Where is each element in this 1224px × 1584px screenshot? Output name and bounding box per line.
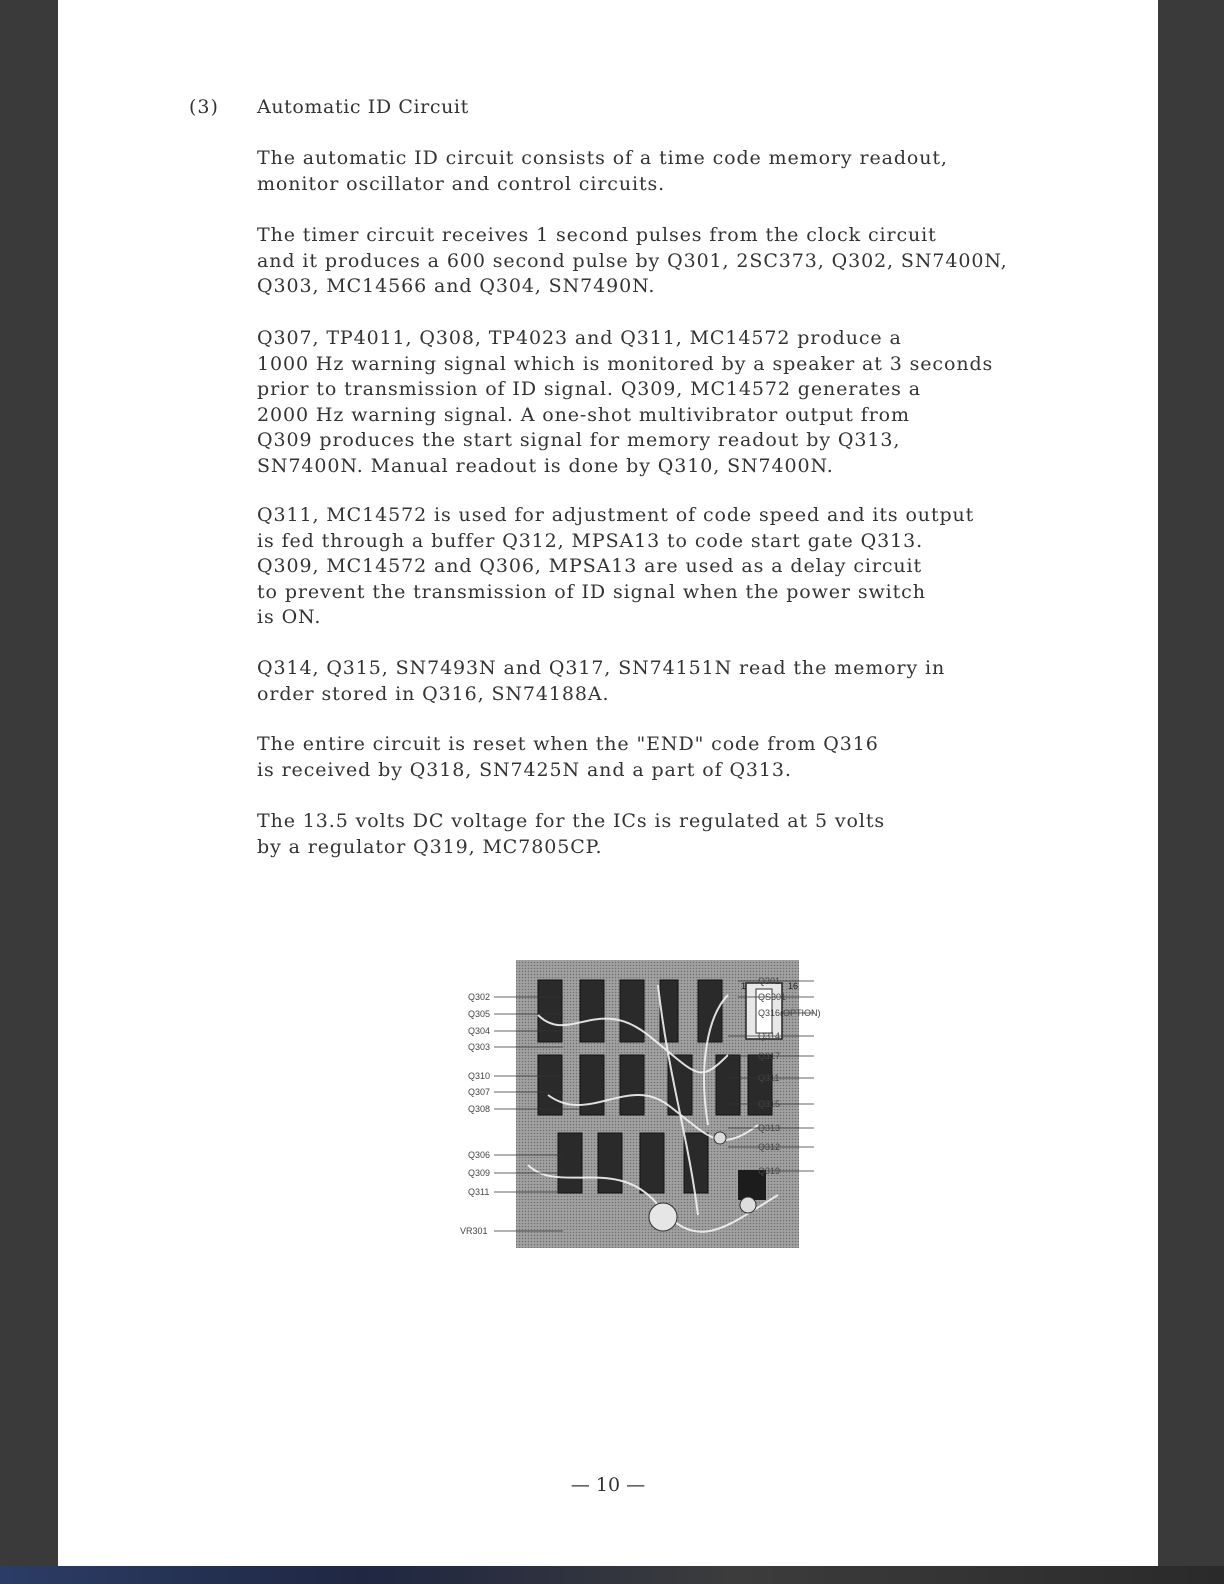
paragraph-line: is fed through a buffer Q312, MPSA13 to code start gate Q313. (257, 529, 924, 552)
paragraph-line: SN7400N. Manual readout is done by Q310, SN7400N. (257, 454, 834, 477)
label-q311-left: Q311 (468, 1187, 490, 1197)
paragraph-line: is ON. (257, 606, 322, 629)
label-q308: Q308 (468, 1104, 491, 1114)
label-q303: Q303 (468, 1042, 491, 1052)
page-number: — 10 — (570, 1474, 646, 1496)
label-q305: Q305 (468, 1009, 491, 1019)
paragraph-line: is received by Q318, SN7425N and a part of Q313. (257, 758, 792, 781)
label-q312: Q312 (758, 1142, 781, 1152)
label-vr301: VR301 (460, 1226, 488, 1236)
paragraph-line: prior to transmission of ID signal. Q309, MC14572 generates a (257, 378, 922, 401)
label-q319: Q319 (758, 1166, 781, 1176)
paragraph-line: Q307, TP4011, Q308, TP4023 and Q311, MC14572 produce a (257, 327, 902, 349)
paragraph-4 (257, 503, 1077, 631)
paragraph-line: Q314, Q315, SN7493N and Q317, SN74151N read the memory in (257, 657, 946, 679)
paragraph-7 (257, 809, 1077, 860)
circuit-board-image (398, 955, 818, 1250)
paragraph-line: 2000 Hz warning signal. A one-shot multivibrator output from (257, 403, 910, 426)
paragraph-line: The entire circuit is reset when the "END" code from Q316 (257, 733, 879, 755)
board-marking-1: 1 (741, 981, 747, 991)
paragraph-1 (257, 146, 1077, 197)
paragraph-line: 1000 Hz warning signal which is monitored by a speaker at 3 seconds (257, 352, 994, 375)
paragraph-line: Q311, MC14572 is used for adjustment of code speed and its output (257, 504, 975, 526)
paragraph-line: Q303, MC14566 and Q304, SN7490N. (257, 275, 656, 298)
label-q316-option: Q316(OPTION) (758, 1008, 821, 1018)
section-title: Automatic ID Circuit (257, 96, 469, 118)
paragraph-3 (257, 326, 1077, 480)
label-q311-right: Q311 (758, 1073, 780, 1083)
paragraph-2 (257, 223, 1077, 300)
paragraph-line: to prevent the transmission of ID signal when the power switch (257, 580, 926, 603)
label-q315: Q315 (758, 1099, 781, 1109)
board-marking-16: 16 (788, 981, 799, 991)
scan-edge (0, 1566, 1224, 1584)
document-page (58, 0, 1158, 1566)
label-q313: Q313 (758, 1123, 781, 1133)
section-number: (3) (189, 96, 219, 118)
paragraph-line: The automatic ID circuit consists of a time code memory readout, (257, 147, 948, 169)
label-q302: Q302 (468, 992, 491, 1002)
label-q314: Q314 (758, 1031, 781, 1041)
paragraph-6 (257, 732, 1077, 783)
paragraph-line: order stored in Q316, SN74188A. (257, 682, 610, 705)
paragraph-line: monitor oscillator and control circuits. (257, 172, 666, 195)
paragraph-line: The timer circuit receives 1 second pulses from the clock circuit (257, 224, 937, 246)
paragraph-line: Q309 produces the start signal for memory readout by Q313, (257, 429, 901, 452)
label-q309: Q309 (468, 1168, 491, 1178)
label-q317: Q317 (758, 1051, 781, 1061)
paragraph-5 (257, 656, 1077, 707)
paragraph-line: by a regulator Q319, MC7805CP. (257, 835, 603, 858)
label-q307: Q307 (468, 1087, 491, 1097)
circuit-board-photo (398, 955, 818, 1250)
label-q304: Q304 (468, 1026, 491, 1036)
label-q310: Q310 (468, 1071, 491, 1081)
paragraph-line: and it produces a 600 second pulse by Q301, 2SC373, Q302, SN7400N, (257, 249, 1008, 272)
paragraph-line: The 13.5 volts DC voltage for the ICs is regulated at 5 volts (257, 810, 886, 832)
label-q306: Q306 (468, 1150, 491, 1160)
label-qs301: QS301 (758, 992, 787, 1002)
paragraph-line: Q309, MC14572 and Q306, MPSA13 are used as a delay circuit (257, 555, 923, 578)
label-q301: Q301 (758, 976, 781, 986)
